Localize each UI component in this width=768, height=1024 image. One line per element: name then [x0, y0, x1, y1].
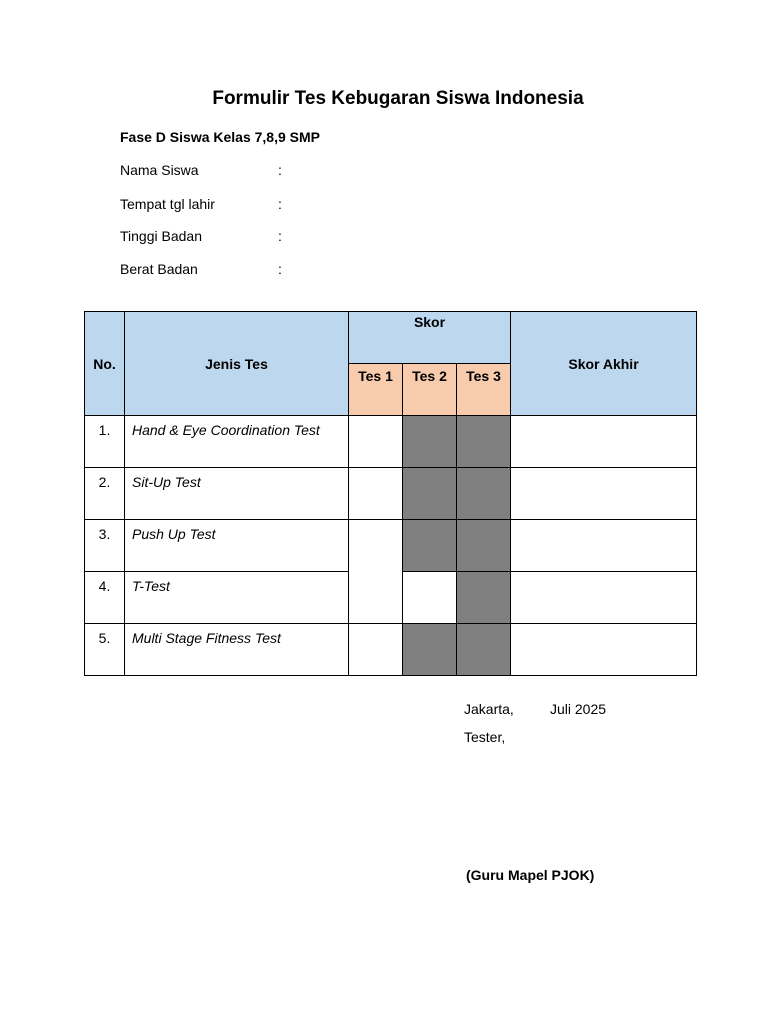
- score-cell-tes-1-merged[interactable]: [349, 520, 403, 624]
- score-cell-tes-1[interactable]: [349, 624, 403, 676]
- final-score-cell[interactable]: [511, 572, 697, 624]
- field-colon: :: [278, 196, 282, 212]
- table-row: [85, 520, 697, 572]
- test-name: Hand & Eye Coordination Test: [125, 416, 349, 468]
- shaded-cell: [457, 468, 511, 520]
- score-cell-tes-1[interactable]: [349, 416, 403, 468]
- header-skor-akhir: Skor Akhir: [511, 312, 697, 416]
- shaded-cell: [457, 572, 511, 624]
- shaded-cell: [403, 468, 457, 520]
- field-label: Tinggi Badan: [120, 228, 202, 244]
- score-cell-tes-2[interactable]: [403, 572, 457, 624]
- city-label: Jakarta,: [464, 701, 514, 717]
- field-tinggi-badan: [120, 228, 298, 244]
- shaded-cell: [403, 624, 457, 676]
- test-name: Sit-Up Test: [125, 468, 349, 520]
- field-label: Tempat tgl lahir: [120, 196, 215, 212]
- score-cell-tes-1[interactable]: [349, 468, 403, 520]
- tester-label: Tester,: [464, 729, 506, 745]
- table-row: [85, 416, 697, 468]
- final-score-cell[interactable]: [511, 468, 697, 520]
- final-score-cell[interactable]: [511, 416, 697, 468]
- header-tes-1: Tes 1: [349, 364, 403, 416]
- field-colon: :: [278, 261, 282, 277]
- field-colon: :: [278, 228, 282, 244]
- test-name: Multi Stage Fitness Test: [125, 624, 349, 676]
- table-row: [85, 468, 697, 520]
- shaded-cell: [403, 520, 457, 572]
- shaded-cell: [457, 624, 511, 676]
- row-number: 4.: [85, 572, 125, 624]
- shaded-cell: [403, 416, 457, 468]
- table-row: [85, 624, 697, 676]
- field-label: Berat Badan: [120, 261, 198, 277]
- signature-label: (Guru Mapel PJOK): [466, 867, 595, 883]
- test-name: T-Test: [125, 572, 349, 624]
- shaded-cell: [457, 416, 511, 468]
- date-label: Juli 2025: [550, 701, 607, 717]
- test-name: Push Up Test: [125, 520, 349, 572]
- field-label: Nama Siswa: [120, 162, 199, 178]
- row-number: 1.: [85, 416, 125, 468]
- field-berat-badan: [120, 261, 298, 277]
- shaded-cell: [457, 520, 511, 572]
- header-skor: Skor: [349, 312, 511, 364]
- final-score-cell[interactable]: [511, 624, 697, 676]
- header-jenis-tes: Jenis Tes: [125, 312, 349, 416]
- header-no: No.: [85, 312, 125, 416]
- field-colon: :: [278, 162, 282, 178]
- fitness-test-table: [84, 311, 697, 676]
- form-title: Formulir Tes Kebugaran Siswa Indonesia: [212, 88, 584, 109]
- field-tempat-tgl-lahir: [120, 196, 298, 212]
- final-score-cell[interactable]: [511, 520, 697, 572]
- row-number: 3.: [85, 520, 125, 572]
- field-nama-siswa: [120, 162, 298, 178]
- row-number: 2.: [85, 468, 125, 520]
- row-number: 5.: [85, 624, 125, 676]
- header-tes-3: Tes 3: [457, 364, 511, 416]
- header-tes-2: Tes 2: [403, 364, 457, 416]
- form-subtitle: Fase D Siswa Kelas 7,8,9 SMP: [120, 129, 320, 145]
